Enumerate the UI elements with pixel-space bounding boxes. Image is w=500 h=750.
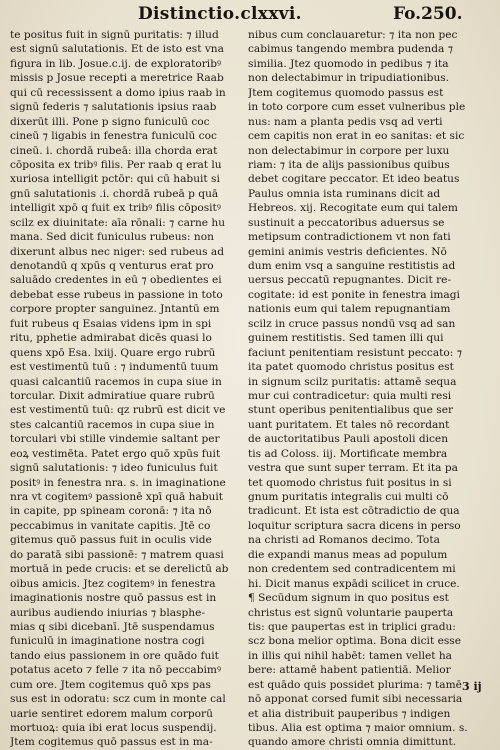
- text-line: scilz ex diuinitate: aīa rōnali: ⁊ carne hu: [10, 216, 226, 229]
- text-line: do paratā sibi passionē: ⁊ matrem quasi: [10, 548, 224, 561]
- text-line: dixerūt illi. Pone p signo funiculū coc: [10, 115, 210, 128]
- text-line: dum enim vsq a sanguine restitistis ad: [248, 260, 456, 272]
- text-line: vestra que sunt super terram. Et ita pa: [248, 462, 458, 475]
- text-line: riam: ⁊ ita de alijs passionibus quibus: [248, 158, 450, 171]
- text-line: nationis eum qui talem repugnantiam: [248, 303, 451, 316]
- text-line: Paulus omnia ista ruminans dicit ad: [248, 187, 441, 200]
- text-line: cogitate: id est ponite in fenestra imagi: [248, 288, 460, 301]
- running-head: Distinctio.clxxvi.: [138, 4, 302, 24]
- text-line: te positus fuit in signū puritatis: ⁊ illud: [10, 29, 219, 41]
- text-line: tis ad Coloss. iij. Mortificate membra: [248, 447, 448, 460]
- text-line: gnū salutationis .i. chordā rubeā p quā: [10, 187, 219, 200]
- text-line: mias q sibi dicebanī. Jtē suspendamus: [10, 620, 215, 633]
- text-line: stes calcantiū racemos in cupa siue in: [10, 418, 215, 431]
- text-line: tradicunt. Et ista est cōtradictio de qua: [248, 505, 460, 518]
- text-line: mana. Sed dicit funiculus rubeus: non: [10, 231, 214, 244]
- text-line: non delectabimur in corpore per luxu: [248, 144, 450, 157]
- text-line: de auctoritatibus Pauli apostoli dicen: [248, 433, 449, 446]
- text-line: sustinuit a peccatoribus aduersus se: [248, 216, 445, 229]
- text-line: uarie sentiret edorem malum corporū: [10, 707, 213, 720]
- text-line: stunt operibus penitentialibus que ser: [248, 404, 454, 417]
- text-line: est quādo quis possidet plurima: ⁊ tamē: [248, 678, 462, 691]
- text-line: ita patet quomodo christus positus est: [248, 361, 454, 374]
- text-line: hi. Dicit manus expādi scilicet in cruce.: [248, 577, 460, 590]
- text-line: tis: que paupertas est in triplici gradu:: [248, 620, 456, 633]
- text-line: nō apponat corsed fumit sibi necessaria: [248, 693, 463, 706]
- text-line: positꝰ in fenestra nra. s. in imaginatione: [10, 476, 226, 489]
- text-line: quando amore christi omnia dimittunt.: [248, 736, 457, 749]
- text-line: sus est in odoratu: scz cum in monte cal: [10, 693, 226, 706]
- text-line: debebat esse rubeus in passione in toto: [10, 288, 223, 301]
- text-line: eoꝝ vestimēta. Patet ergo quō xpūs fuit: [10, 447, 221, 460]
- text-line: cineū ⁊ ligabis in fenestra funiculū coc: [10, 130, 217, 143]
- text-line: est vestimentū tuū: qz rubrū est dicit ve: [10, 404, 226, 417]
- text-line: peccabimus in vanitate capitis. Jtē co: [10, 519, 211, 532]
- text-line: uersus peccatū repugnantes. Dicit re-: [248, 274, 452, 287]
- text-line: christus est signū voluntarie pauperta: [248, 606, 454, 619]
- text-line: nus: nam a planta pedis vsq ad verti: [248, 115, 443, 128]
- text-line: signū salutationis: ⁊ ideo funiculus fuit: [10, 462, 218, 475]
- text-line: tet quomodo christus fuit positus in si: [248, 476, 452, 489]
- text-line: Jtem cogitemus quomodo passus est: [248, 86, 444, 99]
- text-line: ritu, pphetie admirabat dicēs quasi lo: [10, 332, 212, 345]
- text-line: qui cū recessissent a domo ipius raab in: [10, 86, 226, 99]
- text-line: faciunt penitentiam resistunt peccato: ⁊: [248, 346, 463, 359]
- text-line: cabimus tangendo membra pudenda ⁊: [248, 43, 453, 56]
- text-line: xuriosa intelligit pctōr: qui cū habuit si: [10, 173, 220, 186]
- text-line: mortuā in pede crucis: et se derelictū ab: [10, 563, 229, 576]
- text-line: potatus aceto ⁊ felle ⁊ ita nō peccabimꝰ: [10, 664, 221, 677]
- text-line: est signū salutationis. Et de isto est vna: [10, 43, 224, 56]
- text-line: gnum puritatis integralis cui multi cō: [248, 491, 449, 503]
- text-line: cum ore. Jtem cogitemus quō xps pas: [10, 678, 211, 691]
- text-line: cineū. i. chordā rubeā: illa chorda erat: [10, 144, 218, 157]
- text-line: corpore propter sanguinez. Jntantū em: [10, 303, 220, 316]
- text-line: missis p Josue recepti a meretrice Raab: [10, 72, 224, 85]
- text-line: mortuoꝝ: quia ibi erat locus suspendij.: [10, 722, 217, 734]
- text-line: ¶ Secūdum signum in quo positus est: [248, 592, 449, 605]
- text-line: in illis qui nihil habēt: tamen vellet ha: [248, 649, 452, 662]
- text-line: similia. Jtez quomodo in pedibus ⁊ ita: [248, 57, 449, 70]
- signature-mark: 3 ij: [462, 680, 482, 693]
- text-line: denotandū q xpūs q venturus erat pro: [10, 260, 214, 272]
- text-line: mur cui contradicetur: quia multi resi: [248, 389, 452, 402]
- text-line: torculari vbi stille vindemie saltant per: [10, 433, 220, 446]
- text-line: uant puritatem. Et tales nō recordant: [248, 418, 450, 431]
- text-line: intelligit xpō q fuit ex tribꝰ filis cōpositꝰ: [10, 202, 221, 215]
- folio-number: Fo.250.: [393, 4, 463, 24]
- text-line: saluādo credentes in eū ⁊ obedientes ei: [10, 274, 222, 287]
- text-line: na christi ad Romanos decimo. Tota: [248, 534, 440, 547]
- text-line: non delectabimur in tripudiationibus.: [248, 72, 450, 85]
- text-line: quens xpō Esa. lxiij. Quare ergo rubrū: [10, 346, 216, 359]
- right-text-column: [248, 28, 484, 750]
- text-line: signū federis ⁊ salutationis ipsius raab: [10, 101, 217, 114]
- text-line: metipsum contradictionem vt non fati: [248, 231, 451, 244]
- text-line: in signum scilz puritatis: attamē sequa: [248, 375, 457, 388]
- text-line: die expandi manus meas ad populum: [248, 548, 448, 561]
- text-line: bere: attamē habent patientiā. Melior: [248, 664, 451, 677]
- text-line: gitemus quō passus fuit in oculis vide: [10, 534, 212, 547]
- text-line: Jtem cogitemus quō passus est in ma-: [10, 736, 213, 749]
- text-line: torcular. Dixit admiratiue quare rubrū: [10, 389, 215, 402]
- text-line: et alia distribuit pauperibus ⁊ indigen: [248, 707, 451, 720]
- text-line: tando eius passionem in ore quādo fuit: [10, 649, 219, 662]
- text-line: tibus. Alia est optima ⁊ maior omnium. s.: [248, 722, 468, 734]
- text-line: scz bona melior optima. Bona dicit esse: [248, 635, 461, 648]
- text-line: quasi calcantiū racemos in cupa siue in: [10, 375, 222, 388]
- text-line: non credentem sed contradicentem mi: [248, 563, 456, 576]
- text-line: gemini animis vestris deficientes. Nō: [248, 245, 447, 258]
- text-line: guinem restitistis. Sed tamen illi qui: [248, 332, 444, 345]
- text-line: cōposita ex tribꝰ filis. Per raab q erat lu: [10, 158, 222, 171]
- text-line: Hebreos. xij. Recogitate eum qui talem: [248, 202, 458, 215]
- text-line: imaginationis nostre quō passus est in: [10, 592, 217, 605]
- left-text-column: [10, 28, 235, 750]
- text-line: oibus amicis. Jtez cogitemꝰ in fenestra: [10, 577, 216, 590]
- text-line: nra vt cogitemꝰ passionē xpī quā habuit: [10, 491, 224, 503]
- text-line: dixerunt albus nec niger: sed rubeus ad: [10, 245, 225, 258]
- text-line: scilz in cruce passus nondū vsq ad san: [248, 317, 456, 330]
- page-header: [0, 4, 500, 26]
- text-line: in capite, pp spineam coronā: ⁊ ita nō: [10, 505, 212, 518]
- text-line: figura in lib. Josue.c.ij. de exploratoribꝰ: [10, 57, 222, 70]
- text-line: nibus cum conclauaretur: ⁊ ita non pec: [248, 29, 458, 41]
- text-line: cem capitis non erat in eo sanitas: et sic: [248, 130, 465, 143]
- text-line: in toto corpore cum esset vulneribus ple: [248, 101, 466, 114]
- text-line: funiculū in imaginatione nostra cogi: [10, 635, 205, 648]
- text-line: loquitur scriptura sacra dicens in perso: [248, 519, 461, 532]
- text-line: fuit rubeus q Esaias videns ipm in spi: [10, 317, 212, 330]
- text-line: est vestimentū tuū : ⁊ indumentū tuum: [10, 361, 219, 374]
- text-line: debet cogitare peccator. Et ideo beatus: [248, 173, 460, 186]
- text-line: auribus audiendo iniurias ⁊ blasphe-: [10, 606, 205, 619]
